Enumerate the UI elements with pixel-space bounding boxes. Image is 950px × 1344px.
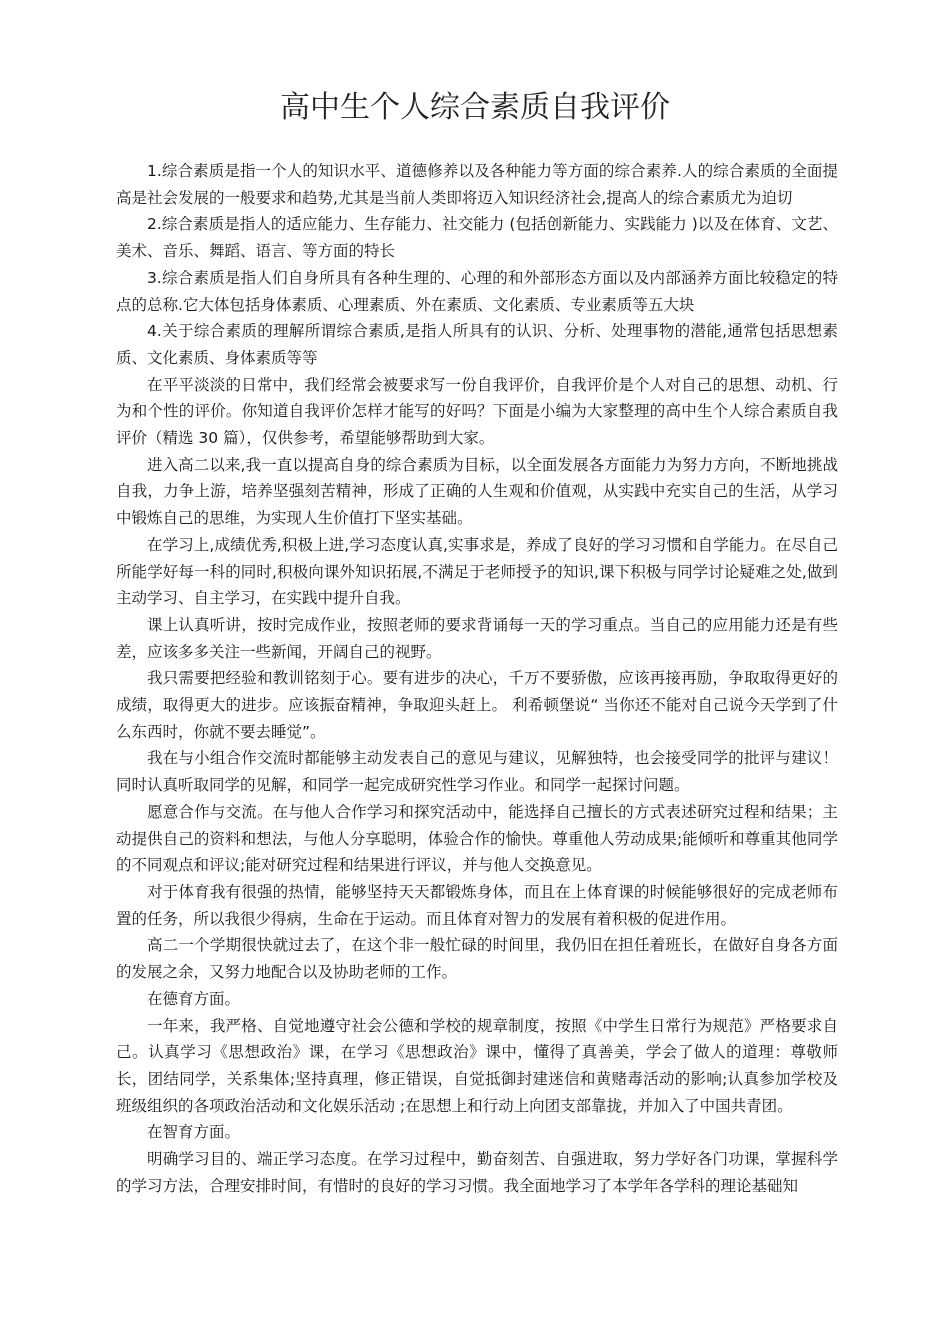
- paragraph-1: 1.综合素质是指一个人的知识水平、道德修养以及各种能力等方面的综合素养.人的综合素质的全面提高是社会发展的一般要求和趋势,尤其是当前人类即将迈入知识经济社会,提高人的综合素质尤为迫切: [116, 162, 838, 207]
- section-heading-intellectual: 在智育方面。: [147, 1123, 241, 1142]
- paragraph-11: 愿意合作与交流。在与他人合作学习和探究活动中，能选择自己擅长的方式表述研究过程和结果；主动提供自己的资料和想法，与他人分享聪明，体验合作的愉快。尊重他人劳动成果;能倾听和尊重其他同学的不同观点和评议;能对研究过程和结果进行评议，并与他人交换意见。: [116, 802, 838, 875]
- paragraph-8: 课上认真听讲，按时完成作业，按照老师的要求背诵每一天的学习重点。当自己的应用能力还是有些差，应该多多关注一些新闻，开阔自己的视野。: [116, 615, 838, 661]
- document-title: 高中生个人综合素质自我评价: [280, 90, 670, 125]
- section-heading-moral: 在德育方面。: [147, 989, 241, 1008]
- paragraph-9: 我只需要把经验和教训铭刻于心。要有进步的决心，千万不要骄傲，应该再接再励，争取取得更好的成绩，取得更大的进步。应该振奋精神，争取迎头赶上。 利希顿堡说“ 当你还不能对自己说今天学到了什么东西时，你就不要去睡觉”。: [116, 669, 838, 741]
- paragraph-17: 明确学习目的、端正学习态度。在学习过程中，勤奋刻苦、自强进取，努力学好各门功课，掌握科学的学习方法，合理安排时间，有惜时的良好的学习习惯。我全面地学习了本学年各学科的理论基础知: [116, 1150, 838, 1195]
- paragraph-3: 3.综合素质是指人们自身所具有各种生理的、心理的和外部形态方面以及内部涵养方面比较稳定的特点的总称.它大体包括身体素质、心理素质、外在素质、文化素质、专业素质等五大块: [116, 268, 838, 314]
- paragraph-7: 在学习上,成绩优秀,积极上进,学习态度认真,实事求是，养成了良好的学习习惯和自学能力。在尽自己所能学好每一科的同时,积极向课外知识拓展,不满足于老师授予的知识,课下积极与同学讨论疑难之处,做到主动学习、自主学习，在实践中提升自我。: [116, 535, 838, 608]
- paragraph-12: 对于体育我有很强的热情，能够坚持天天都锻炼身体，而且在上体育课的时候能够很好的完成老师布置的任务，所以我很少得病，生命在于运动。而且体育对智力的发展有着积极的促进作用。: [116, 882, 838, 928]
- document-body: [116, 158, 838, 1199]
- paragraph-10: 我在与小组合作交流时都能够主动发表自己的意见与建议，见解独特，也会接受同学的批评与建议！同时认真听取同学的见解，和同学一起完成研究性学习作业。和同学一起探讨问题。: [116, 749, 838, 795]
- paragraph-4: 4.关于综合素质的理解所谓综合素质,是指人所具有的认识、分析、处理事物的潜能,通常包括思想素质、文化素质、身体素质等等: [116, 322, 838, 367]
- paragraph-6: 进入高二以来,我一直以提高自身的综合素质为目标，以全面发展各方面能力为努力方向，不断地挑战自我，力争上游，培养坚强刻苦精神，形成了正确的人生观和价值观，从实践中充实自己的生活，从学习中锻炼自己的思维，为实现人生价值打下坚实基础。: [116, 455, 838, 528]
- paragraph-15: 一年来，我严格、自觉地遵守社会公德和学校的规章制度，按照《中学生日常行为规范》严格要求自己。认真学习《思想政治》课，在学习《思想政治》课中，懂得了真善美，学会了做人的道理：尊敬师长，团结同学，关系集体;坚持真理，修正错误，自觉抵御封建迷信和黄赌毒活动的影响;认真参加学校及班级组织的各项政治活动和文化娱乐活动 ;在思想上和行动上向团支部靠拢，并加入了中国共青团。: [116, 1016, 838, 1115]
- paragraph-5: 在平平淡淡的日常中，我们经常会被要求写一份自我评价，自我评价是个人对自己的思想、动机、行为和个性的评价。你知道自我评价怎样才能写的好吗？下面是小编为大家整理的高中生个人综合素质自我评价（精选 30 篇），仅供参考，希望能够帮助到大家。: [116, 375, 838, 448]
- paragraph-2: 2.综合素质是指人的适应能力、生存能力、社交能力 (包括创新能力、实践能力 )以及在体育、文艺、美术、音乐、舞蹈、语言、等方面的特长: [116, 215, 838, 261]
- paragraph-13: 高二一个学期很快就过去了，在这个非一般忙碌的时间里，我仍旧在担任着班长，在做好自身各方面的发展之余，又努力地配合以及协助老师的工作。: [116, 936, 838, 982]
